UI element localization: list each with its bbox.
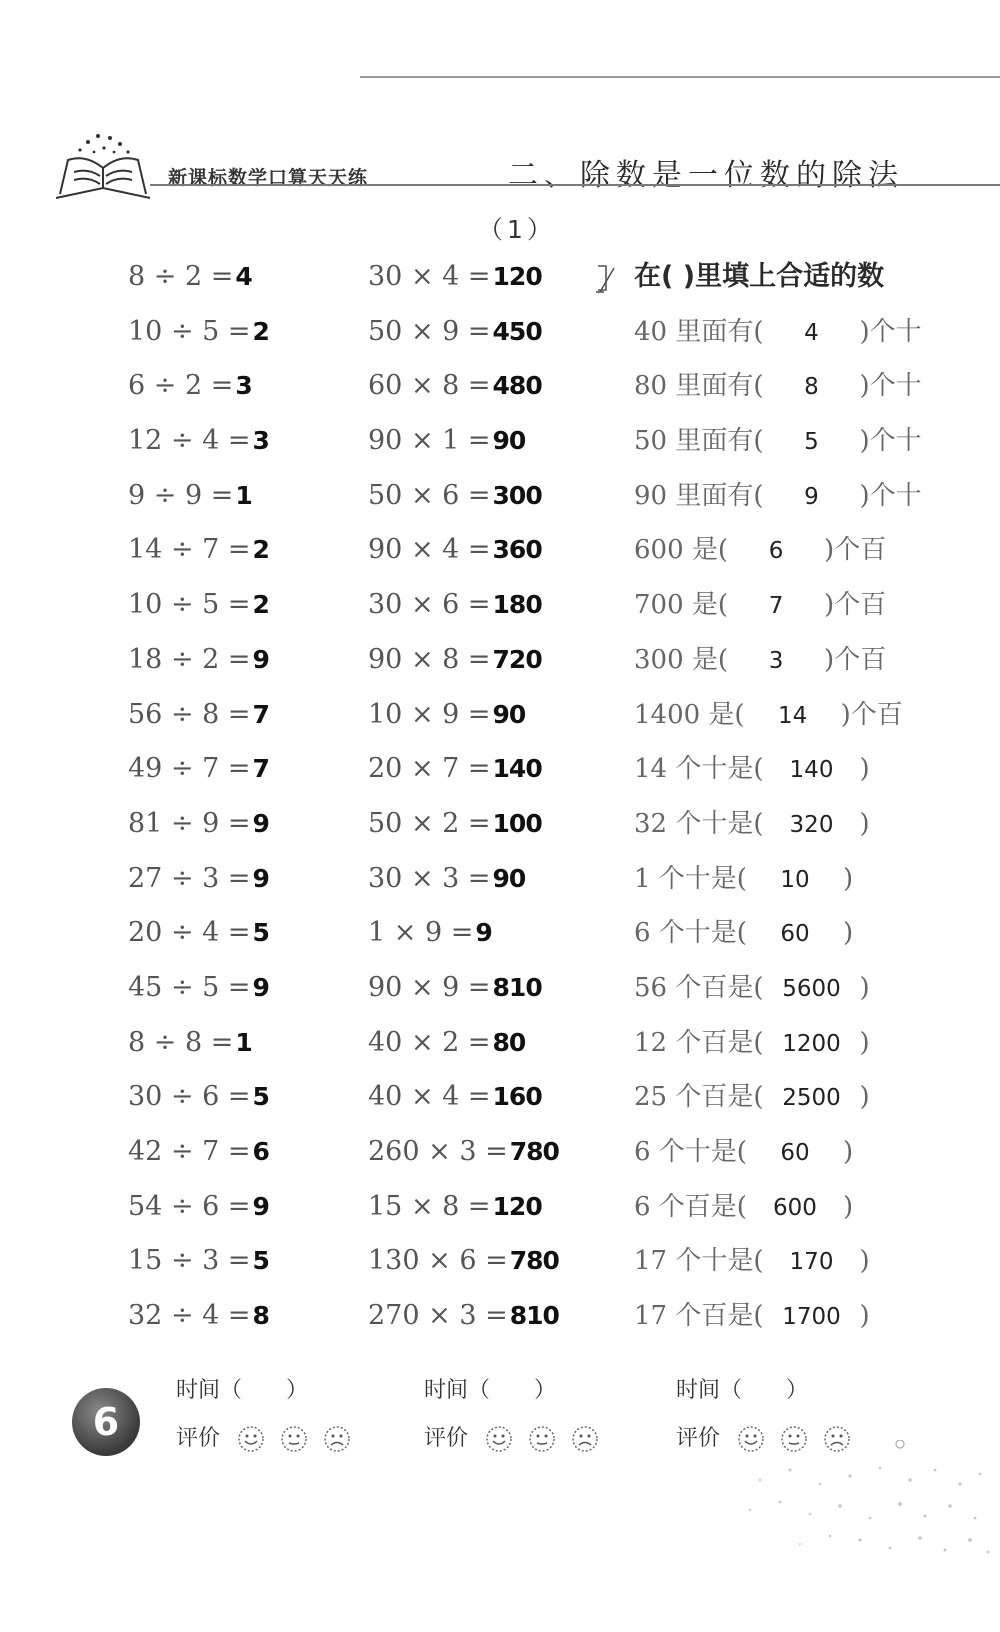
answer: 2: [252, 535, 269, 565]
answer: 780: [509, 1246, 559, 1276]
question: 90 × 8 =: [368, 643, 491, 675]
suffix: )个百: [824, 535, 887, 566]
prompt: 40 里面有(: [634, 316, 764, 347]
multiplication-row: [368, 262, 559, 317]
multiplication-row: [368, 371, 559, 426]
division-row: [128, 1192, 269, 1247]
suffix: )个百: [824, 590, 887, 621]
suffix: ): [859, 808, 870, 839]
evaluation-block: [424, 1376, 607, 1472]
question: 60 × 8 =: [368, 370, 491, 402]
answer: 7: [252, 754, 269, 784]
question: 49 ÷ 7 =: [128, 753, 251, 785]
answer: 9: [252, 863, 269, 893]
fill-in-row: [634, 645, 922, 700]
suffix: )个百: [824, 644, 887, 675]
answer: 320: [789, 811, 834, 838]
answer: 5600: [782, 975, 841, 1002]
question: 90 × 4 =: [368, 534, 491, 566]
question: 15 ÷ 3 =: [128, 1245, 251, 1277]
prompt: 6 个十是(: [634, 918, 747, 949]
multiplication-row: [368, 1082, 559, 1137]
prompt: 1 个十是(: [634, 863, 747, 894]
evaluation-block: [176, 1376, 359, 1472]
division-row: [128, 1301, 269, 1356]
fill-in-row: [634, 1301, 922, 1356]
question: 14 ÷ 7 =: [128, 534, 251, 566]
division-row: [128, 1137, 269, 1192]
answer: 4: [235, 262, 252, 291]
answer: 9: [475, 918, 492, 948]
fill-in-row: [634, 317, 922, 372]
chapter-title: 二、除数是一位数的除法: [508, 158, 904, 193]
question: 8 ÷ 8 =: [128, 1026, 234, 1058]
prompt: 25 个百是(: [634, 1082, 764, 1113]
answer: 6: [252, 1137, 269, 1166]
multiplication-column: [368, 262, 559, 1356]
suffix: )个十: [859, 371, 922, 402]
answer: 1: [235, 480, 252, 510]
division-row: [128, 481, 269, 536]
question: 27 ÷ 3 =: [128, 862, 251, 894]
sad-face-icon[interactable]: [571, 1425, 599, 1453]
fill-in-row: [634, 426, 922, 481]
answer: 5: [804, 429, 819, 456]
rating-line: [176, 1424, 359, 1472]
open-book-icon: [48, 128, 158, 208]
division-row: [128, 371, 269, 426]
answer: 14: [777, 702, 808, 729]
suffix: )个百: [840, 699, 903, 730]
answer: 120: [492, 262, 542, 291]
multiplication-row: [368, 1301, 559, 1356]
division-row: [128, 754, 269, 809]
division-row: [128, 262, 269, 317]
prompt: 12 个百是(: [634, 1027, 764, 1058]
fill-in-row: [634, 1192, 922, 1247]
question: 8 ÷ 2 =: [128, 261, 234, 292]
happy-face-icon[interactable]: [237, 1425, 265, 1453]
division-row: [128, 700, 269, 755]
division-row: [128, 426, 269, 481]
answer: 1200: [782, 1030, 841, 1057]
multiplication-row: [368, 754, 559, 809]
page-number-badge: 6: [72, 1388, 140, 1456]
prompt: 17 个百是(: [634, 1301, 764, 1332]
time-label: 时间（ ）: [424, 1378, 557, 1403]
multiplication-row: [368, 1028, 559, 1083]
multiplication-row: [368, 645, 559, 700]
division-row: [128, 973, 269, 1028]
fill-in-row: [634, 918, 922, 973]
prompt: 32 个十是(: [634, 808, 764, 839]
suffix: ): [859, 972, 870, 1003]
answer: 4: [804, 319, 819, 346]
multiplication-row: [368, 918, 559, 973]
question: 15 × 8 =: [368, 1190, 491, 1222]
prompt: 700 是(: [634, 590, 729, 621]
question: 10 ÷ 5 =: [128, 589, 251, 621]
multiplication-row: [368, 700, 559, 755]
fill-in-row: [634, 754, 922, 809]
answer: 9: [252, 972, 269, 1002]
suffix: ): [842, 863, 854, 894]
answer: 360: [492, 535, 542, 565]
multiplication-row: [368, 973, 559, 1028]
question: 32 ÷ 4 =: [128, 1300, 251, 1332]
question: 9 ÷ 9 =: [128, 479, 234, 511]
answer: 810: [509, 1301, 559, 1331]
fill-in-row: [634, 1246, 922, 1301]
rating-line: [424, 1424, 607, 1472]
fill-in-row: [634, 1137, 922, 1192]
answer: 140: [492, 754, 542, 784]
fill-in-row: [634, 590, 922, 645]
question: 270 × 3 =: [368, 1300, 508, 1332]
time-label: 时间（ ）: [676, 1378, 809, 1403]
question: 20 ÷ 4 =: [128, 917, 251, 949]
rating-label: 评价: [176, 1426, 221, 1451]
answer: 5: [252, 918, 269, 948]
answer: 2: [252, 590, 269, 620]
prompt: 17 个十是(: [634, 1246, 764, 1277]
answer: 8: [804, 374, 819, 401]
division-row: [128, 645, 269, 700]
question: 42 ÷ 7 =: [128, 1136, 251, 1167]
answer: 450: [492, 316, 542, 346]
multiplication-row: [368, 1137, 559, 1192]
question: 30 ÷ 6 =: [128, 1081, 251, 1113]
question: 10 ÷ 5 =: [128, 315, 251, 347]
fill-in-row: [634, 864, 922, 919]
rating-label: 评价: [424, 1426, 469, 1451]
answer: 810: [492, 972, 542, 1002]
question: 40 × 4 =: [368, 1081, 491, 1113]
division-row: [128, 1028, 269, 1083]
series-title: 新课标数学口算天天练: [168, 167, 369, 189]
sad-face-icon[interactable]: [323, 1425, 351, 1453]
prompt: 6 个百是(: [634, 1191, 747, 1222]
question: 45 ÷ 5 =: [128, 971, 251, 1003]
fill-in-row: [634, 700, 922, 755]
question: 50 × 6 =: [368, 479, 491, 511]
answer: 80: [492, 1027, 526, 1057]
question: 30 × 6 =: [368, 589, 491, 621]
multiplication-row: [368, 317, 559, 372]
division-row: [128, 590, 269, 645]
prompt: 90 里面有(: [634, 480, 764, 511]
answer: 9: [252, 808, 269, 838]
fill-in-title: 在( )里填上合适的数: [634, 261, 885, 292]
suffix: ): [859, 754, 870, 785]
answer: 60: [780, 1140, 810, 1166]
happy-face-icon[interactable]: [485, 1425, 513, 1453]
answer: 140: [789, 757, 834, 784]
answer: 3: [768, 647, 784, 674]
answer: 3: [235, 371, 252, 401]
prompt: 6 个十是(: [634, 1137, 747, 1167]
suffix: )个十: [859, 480, 922, 511]
answer: 3: [252, 426, 269, 456]
question: 18 ÷ 2 =: [128, 643, 251, 675]
division-row: [128, 918, 269, 973]
header-rule: [150, 184, 1000, 186]
answer: 5: [252, 1082, 269, 1112]
prompt: 56 个百是(: [634, 972, 764, 1003]
answer: 6: [768, 538, 784, 565]
question: 1 × 9 =: [368, 917, 474, 949]
answer: 780: [509, 1137, 559, 1166]
top-rule: [360, 76, 1000, 78]
multiplication-row: [368, 864, 559, 919]
fill-in-row: [634, 973, 922, 1028]
answer: 1700: [782, 1304, 841, 1331]
fill-in-row: [634, 371, 922, 426]
question: 50 × 2 =: [368, 807, 491, 839]
division-row: [128, 1082, 269, 1137]
question: 56 ÷ 8 =: [128, 698, 251, 730]
question: 10 × 9 =: [368, 698, 491, 730]
multiplication-row: [368, 1192, 559, 1247]
pencil-icon: [592, 262, 622, 296]
multiplication-row: [368, 426, 559, 481]
suffix: ): [859, 1301, 870, 1332]
rating-label: 评价: [676, 1426, 721, 1451]
question: 50 × 9 =: [368, 315, 491, 347]
answer: 8: [252, 1301, 269, 1331]
question: 90 × 9 =: [368, 971, 491, 1003]
fill-in-row: [634, 535, 922, 590]
suffix: ): [859, 1027, 870, 1058]
multiplication-row: [368, 481, 559, 536]
answer: 9: [252, 1191, 269, 1221]
question: 90 × 1 =: [368, 425, 491, 457]
multiplication-row: [368, 809, 559, 864]
answer: 60: [780, 921, 810, 948]
answer: 180: [492, 590, 542, 620]
neutral-face-icon[interactable]: [528, 1425, 556, 1453]
fill-in-row: [634, 809, 922, 864]
answer: 480: [492, 371, 542, 401]
fill-in-column: [634, 262, 922, 1356]
answer: 300: [492, 480, 542, 510]
division-row: [128, 864, 269, 919]
division-row: [128, 809, 269, 864]
fill-in-row: [634, 1082, 922, 1137]
fill-in-row: [634, 1028, 922, 1083]
multiplication-row: [368, 1246, 559, 1301]
fill-in-row: [634, 481, 922, 536]
answer: 720: [492, 644, 542, 674]
answer: 2500: [782, 1085, 841, 1112]
division-row: [128, 1246, 269, 1301]
answer: 120: [492, 1191, 542, 1221]
division-row: [128, 535, 269, 590]
section-number: （1）: [478, 215, 556, 244]
answer: 2: [252, 316, 269, 346]
rating-faces: [237, 1424, 359, 1454]
answer: 1: [235, 1027, 252, 1057]
answer: 90: [492, 426, 526, 456]
answer: 7: [252, 699, 269, 729]
prompt: 14 个十是(: [634, 754, 764, 785]
answer: 5: [252, 1246, 269, 1276]
answer: 100: [492, 808, 542, 838]
prompt: 80 里面有(: [634, 371, 764, 402]
division-row: [128, 317, 269, 372]
question: 40 × 2 =: [368, 1026, 491, 1058]
multiplication-row: [368, 590, 559, 645]
division-column: [128, 262, 269, 1356]
answer: 10: [780, 866, 810, 893]
suffix: ): [842, 1191, 854, 1222]
question: 54 ÷ 6 =: [128, 1190, 251, 1222]
answer: 160: [492, 1082, 542, 1112]
question: 130 × 6 =: [368, 1245, 508, 1277]
question: 30 × 3 =: [368, 862, 491, 894]
answer: 170: [789, 1249, 834, 1276]
suffix: )个十: [859, 426, 922, 457]
multiplication-row: [368, 535, 559, 590]
question: 260 × 3 =: [368, 1136, 508, 1167]
prompt: 600 是(: [634, 535, 729, 566]
answer: 90: [492, 699, 526, 729]
answer: 9: [252, 644, 269, 674]
prompt: 50 里面有(: [634, 426, 764, 457]
suffix: ): [859, 1082, 870, 1113]
question: 81 ÷ 9 =: [128, 807, 251, 839]
question: 30 × 4 =: [368, 261, 491, 292]
question: 20 × 7 =: [368, 753, 491, 785]
rating-faces: [485, 1424, 607, 1454]
question: 6 ÷ 2 =: [128, 370, 234, 402]
time-label: 时间（ ）: [176, 1378, 309, 1403]
question: 12 ÷ 4 =: [128, 425, 251, 457]
suffix: ): [842, 1137, 854, 1167]
suffix: )个十: [859, 316, 922, 347]
answer: 9: [804, 483, 819, 510]
speckle-decoration: [720, 1440, 1000, 1630]
suffix: ): [842, 918, 854, 949]
prompt: 1400 是(: [634, 699, 745, 730]
answer: 90: [492, 863, 526, 893]
answer: 7: [768, 593, 784, 620]
prompt: 300 是(: [634, 644, 729, 675]
neutral-face-icon[interactable]: [280, 1425, 308, 1453]
answer: 600: [773, 1194, 817, 1221]
suffix: ): [859, 1246, 870, 1277]
